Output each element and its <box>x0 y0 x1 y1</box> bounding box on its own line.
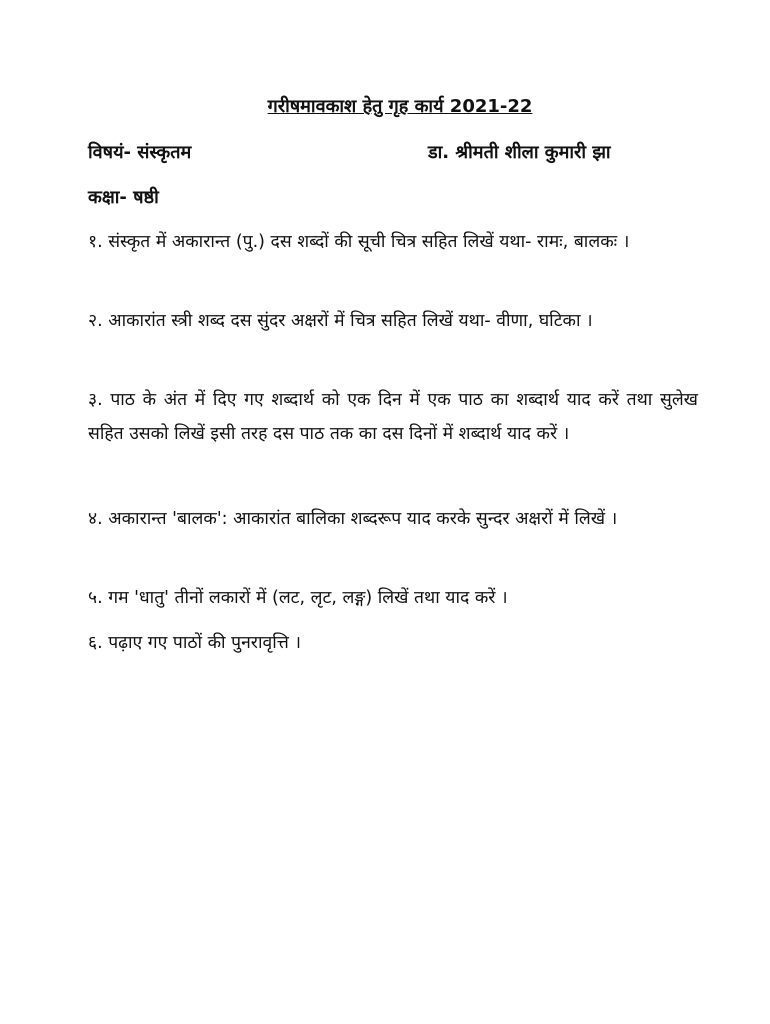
assignment-item-1: १. संस्कृत में अकारान्त (पु.) दस शब्दों की सूची चित्र सहित लिखें यथा- रामः, बालकः । <box>88 232 630 252</box>
subject-label: विषयं- संस्कृतम <box>88 142 192 163</box>
teacher-name: डा. श्रीमती शीला कुमारी झा <box>428 142 611 163</box>
assignment-item-3: ३. पाठ के अंत में दिए गए शब्दार्थ को एक दिन में एक पाठ का शब्दार्थ याद करें तथा सुलेख सहित उसको लिखें इसी तरह दस पाठ तक का दस दिनों में शब्दार्थ याद करें । <box>88 390 698 444</box>
assignment-item-2: २. आकारांत स्त्री शब्द दस सुंदर अक्षरों में चित्र सहित लिखें यथा- वीणा, घटिका । <box>88 311 593 331</box>
assignment-item-4: ४. अकारान्त 'बालक': आकारांत बालिका शब्दरूप याद करके सुन्दर अक्षरों में लिखें । <box>88 509 618 529</box>
document-title: गरीषमावकाश हेतु गृह कार्य 2021-22 <box>267 96 533 117</box>
assignment-item-6: ६. पढ़ाए गए पाठों की पुनरावृत्ति । <box>88 633 302 653</box>
assignment-item-5: ५. गम 'धातु' तीनों लकारों में (लट, लृट, लङ्ग) लिखें तथा याद करें । <box>88 588 508 608</box>
class-label: कक्षा- षष्ठी <box>88 187 159 208</box>
